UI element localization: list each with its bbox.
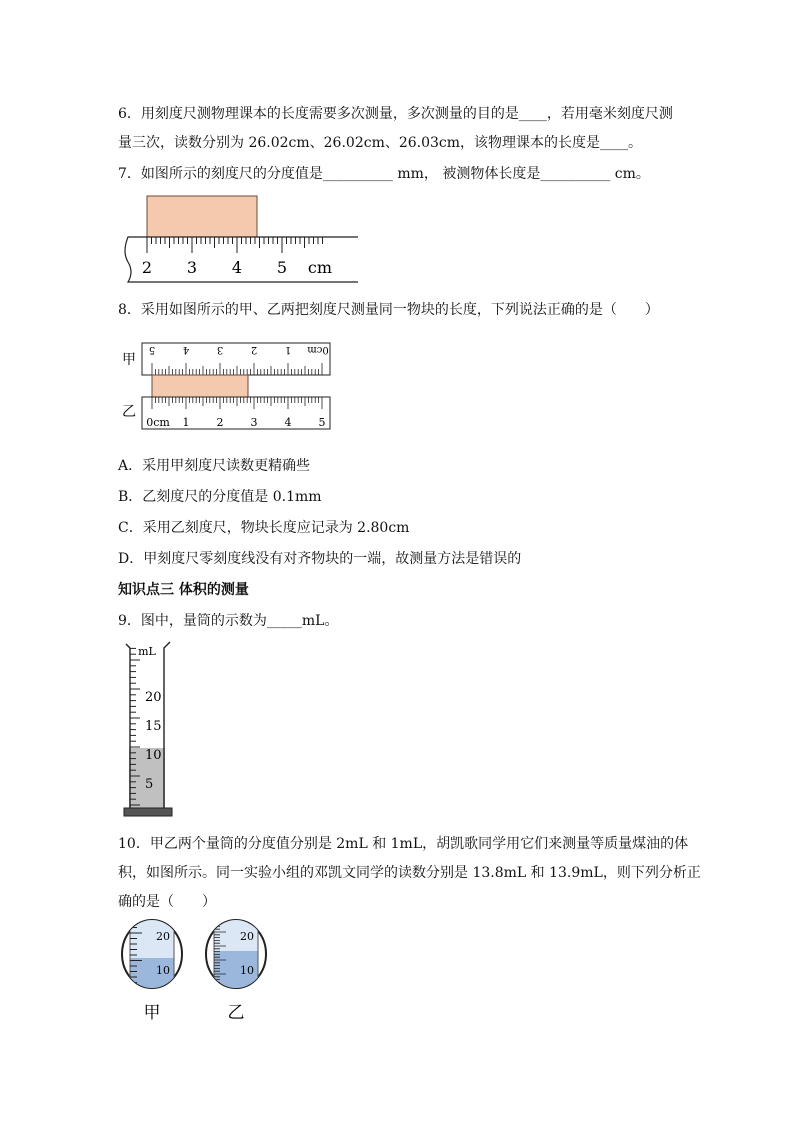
q7-text: 7．如图所示的刻度尺的分度值是__________ mm， 被测物体长度是__________ cm。 <box>118 166 650 182</box>
yi-label-2: 2 <box>216 416 224 429</box>
jia-label-2: 2 <box>250 344 258 355</box>
section-heading: 知识点三 体积的测量 <box>118 582 249 598</box>
yi-label-0cm: 0cm <box>146 416 170 429</box>
jia-label-1: 1 <box>284 344 292 355</box>
cylinder-label-15: 15 <box>145 719 162 734</box>
ruler-label-4: 4 <box>231 258 243 277</box>
yi-label-5: 5 <box>318 416 326 429</box>
cylinder-label-5: 5 <box>145 777 154 792</box>
yi-label-1: 1 <box>182 416 190 429</box>
yi-label-3: 3 <box>250 416 258 429</box>
cylinder-unit: mL <box>138 645 156 658</box>
yi-label-4: 4 <box>284 416 292 429</box>
cylinder-yi <box>206 920 266 990</box>
ruler-label-3: 3 <box>186 258 198 277</box>
q8-option-c: C．采用乙刻度尺，物块长度应记录为 2.80cm <box>118 520 410 536</box>
label-jia: 甲 <box>122 352 136 368</box>
q9-graduated-cylinder <box>118 640 188 822</box>
q8-two-rulers-figure <box>118 340 338 435</box>
yi-cyl-label-20: 20 <box>240 930 254 943</box>
q10-cylinders-figure <box>118 918 278 1028</box>
caption-yi: 乙 <box>227 1003 245 1023</box>
caption-jia: 甲 <box>143 1003 161 1023</box>
q8-option-d: D．甲刻度尺零刻度线没有对齐物块的一端，故测量方法是错误的 <box>118 551 522 567</box>
q6-line2: 量三次，读数分别为 26.02cm、26.02cm、26.03cm，该物理课本的长度是____。 <box>118 135 643 151</box>
jia-label-5: 5 <box>148 344 156 355</box>
jia-cyl-label-10: 10 <box>156 964 170 977</box>
jia-cyl-label-20: 20 <box>156 930 170 943</box>
q8-option-b: B．乙刻度尺的分度值是 0.1mm <box>118 489 322 505</box>
ruler-label-2: 2 <box>141 258 153 277</box>
q6-line1: 6．用刻度尺测物理课本的长度需要多次测量，多次测量的目的是____，若用毫米刻度尺测 <box>118 106 673 122</box>
cylinder-label-10: 10 <box>145 748 162 763</box>
jia-label-0cm: 0cm <box>307 344 329 355</box>
cylinder-base <box>124 808 172 816</box>
q8-option-a: A．采用甲刻度尺读数更精确些 <box>118 458 311 474</box>
label-yi: 乙 <box>122 404 136 420</box>
q8-text: 8．采用如图所示的甲、乙两把刻度尺测量同一物块的长度，下列说法正确的是（ ） <box>118 302 659 318</box>
ruler-unit: cm <box>307 258 333 277</box>
yi-cyl-label-10: 10 <box>240 964 254 977</box>
cylinder-label-20: 20 <box>145 690 162 705</box>
measured-block <box>147 196 257 237</box>
q10-line2: 积，如图所示。同一实验小组的邓凯文同学的读数分别是 13.8mL 和 13.9mL，则下列分析正 <box>118 865 701 881</box>
jia-label-4: 4 <box>182 344 190 355</box>
q9-text: 9．图中，量筒的示数为_____mL。 <box>118 613 339 629</box>
q10-line1: 10．甲乙两个量筒的分度值分别是 2mL 和 1mL，胡凯歌同学用它们来测量等质量煤油的体 <box>118 836 689 852</box>
q10-line3: 确的是（ ） <box>118 894 216 910</box>
q7-ruler-figure <box>118 192 368 284</box>
measured-block-q8 <box>152 375 248 397</box>
jia-label-3: 3 <box>216 344 224 355</box>
ruler-label-5: 5 <box>276 258 288 277</box>
cylinder-jia <box>122 920 182 990</box>
